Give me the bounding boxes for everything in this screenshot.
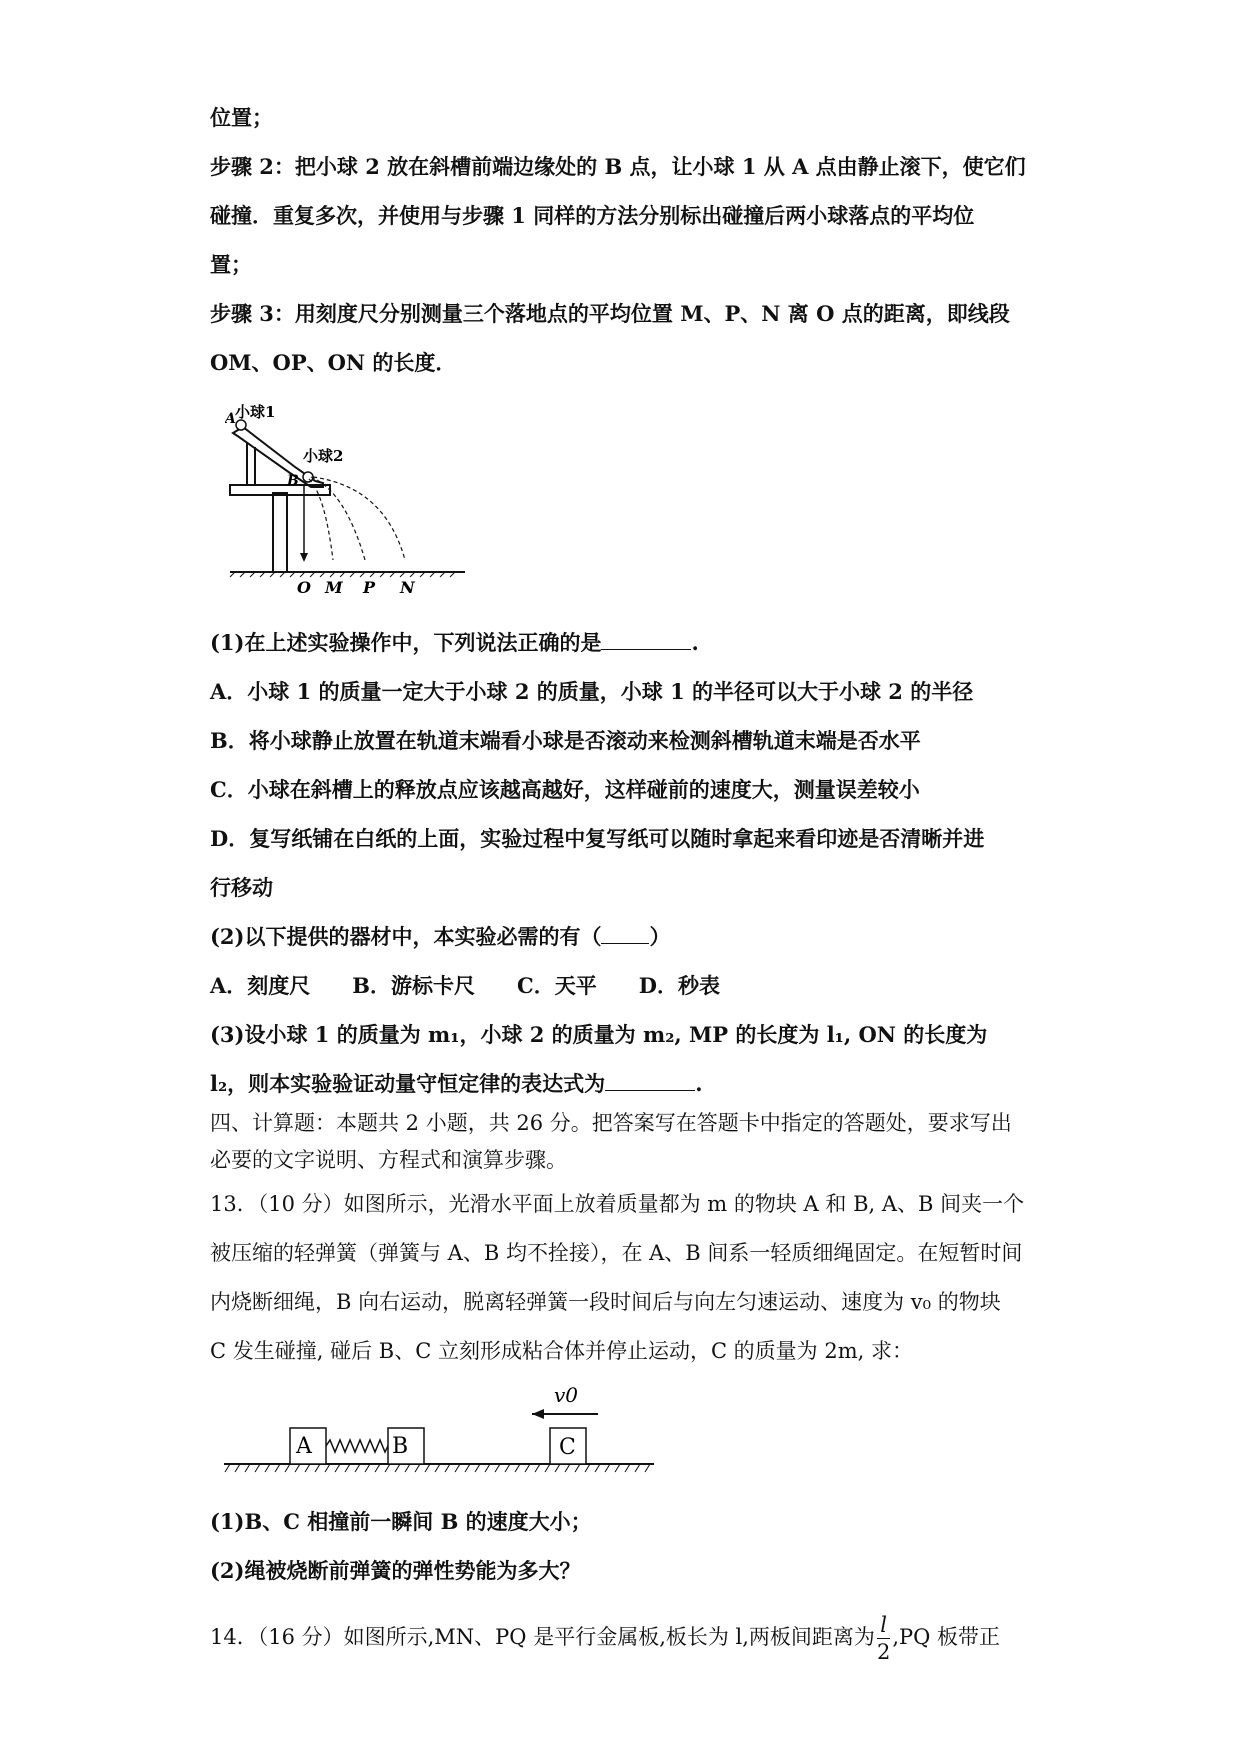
question-3-text: l₂，则本实验验证动量守恒定律的表达式为	[210, 1071, 606, 1096]
label-A: A	[225, 411, 236, 427]
answer-blank[interactable]	[601, 649, 691, 650]
problem-13-line4: C 发生碰撞, 碰后 B、C 立刻形成粘合体并停止运动，C 的质量为 2m, 求：	[210, 1339, 913, 1363]
fraction-numerator: l	[877, 1612, 890, 1639]
label-P: P	[363, 578, 376, 595]
question-2-text: (2)以下提供的器材中，本实验必需的有（	[210, 924, 602, 949]
option-a: A．小球 1 的质量一定大于小球 2 的质量，小球 1 的半径可以大于小球 2 的半径	[210, 679, 974, 704]
question-1-text: (1)在上述实验操作中，下列说法正确的是	[210, 630, 602, 655]
text-line: OM、OP、ON 的长度．	[210, 350, 457, 375]
option-d-cont: 行移动	[210, 875, 273, 900]
label-block-a: A	[296, 1434, 312, 1459]
question-2	[210, 922, 670, 952]
label-N: N	[400, 578, 415, 595]
problem-13-line2: 被压缩的轻弹簧（弹簧与 A、B 均不拴接），在 A、B 间系一轻质细绳固定。在短暂时间	[210, 1241, 1023, 1265]
label-block-c: C	[559, 1435, 576, 1460]
answer-blank[interactable]	[601, 943, 649, 944]
option-b: B．将小球静止放置在轨道末端看小球是否滚动来检测斜槽轨道末端是否水平	[210, 728, 921, 753]
option-d: D．复写纸铺在白纸的上面，实验过程中复写纸可以随时拿起来看印迹是否清晰并进	[210, 826, 985, 851]
option-c: C．小球在斜槽上的释放点应该越高越好，这样碰前的速度大，测量误差较小	[210, 777, 920, 802]
problem-13: 13．（10 分）如图所示，光滑水平面上放着质量都为 m 的物块 A 和 B, A、B 间夹一个	[210, 1192, 1025, 1216]
question-2-end: ）	[649, 924, 671, 949]
question-3-cont	[210, 1069, 703, 1099]
problem-13-question-1: (1)B、C 相撞前一瞬间 B 的速度大小；	[210, 1509, 592, 1534]
label-block-b: B	[392, 1434, 409, 1459]
label-M: M	[325, 578, 343, 595]
question-3: (3)设小球 1 的质量为 m₁，小球 2 的质量为 m₂, MP 的长度为 l₁, ON 的长度为	[210, 1022, 988, 1047]
text-line: 位置；	[210, 105, 273, 130]
section-4-heading: 四、计算题：本题共 2 小题，共 26 分。把答案写在答题卡中指定的答题处，要求写出	[210, 1111, 1012, 1135]
problem-14	[210, 1612, 1000, 1665]
question-3-end: .	[695, 1071, 703, 1096]
label-O: O	[297, 578, 311, 595]
text-line: 碰撞．重复多次，并使用与步骤 1 同样的方法分别标出碰撞后两小球落点的平均位	[210, 203, 975, 228]
blocks-spring-figure	[222, 1380, 662, 1490]
question-2-options: A．刻度尺 B．游标卡尺 C．天平 D．秒表	[210, 973, 720, 998]
question-1	[210, 628, 699, 658]
label-ball1: 小球1	[235, 403, 276, 421]
question-1-end: .	[691, 630, 699, 655]
label-ball2: 小球2	[303, 447, 344, 465]
text-line: 步骤 3：用刻度尺分别测量三个落地点的平均位置 M、P、N 离 O 点的距离，即线段	[210, 301, 1010, 326]
incline-apparatus-figure	[225, 395, 485, 595]
fraction	[877, 1612, 890, 1665]
problem-13-question-2: (2)绳被烧断前弹簧的弹性势能为多大？	[210, 1558, 581, 1583]
label-B: B	[287, 473, 299, 489]
section-4-heading-cont: 必要的文字说明、方程式和演算步骤。	[210, 1148, 567, 1172]
spring	[326, 1440, 388, 1452]
text-line: 步骤 2：把小球 2 放在斜槽前端边缘处的 B 点，让小球 1 从 A 点由静止滚下，使它们	[210, 154, 1026, 179]
problem-13-line3: 内烧断细绳，B 向右运动，脱离轻弹簧一段时间后与向左匀速运动、速度为 v₀ 的物块	[210, 1290, 1001, 1314]
label-v0: v0	[554, 1383, 579, 1407]
problem-14-text: 14．（16 分）如图所示,MN、PQ 是平行金属板,板长为 l,两板间距离为	[210, 1625, 875, 1649]
problem-14-end: ,PQ 板带正	[892, 1625, 1001, 1649]
answer-blank[interactable]	[605, 1090, 695, 1091]
text-line: 置；	[210, 252, 252, 277]
fraction-denominator: 2	[876, 1640, 891, 1664]
